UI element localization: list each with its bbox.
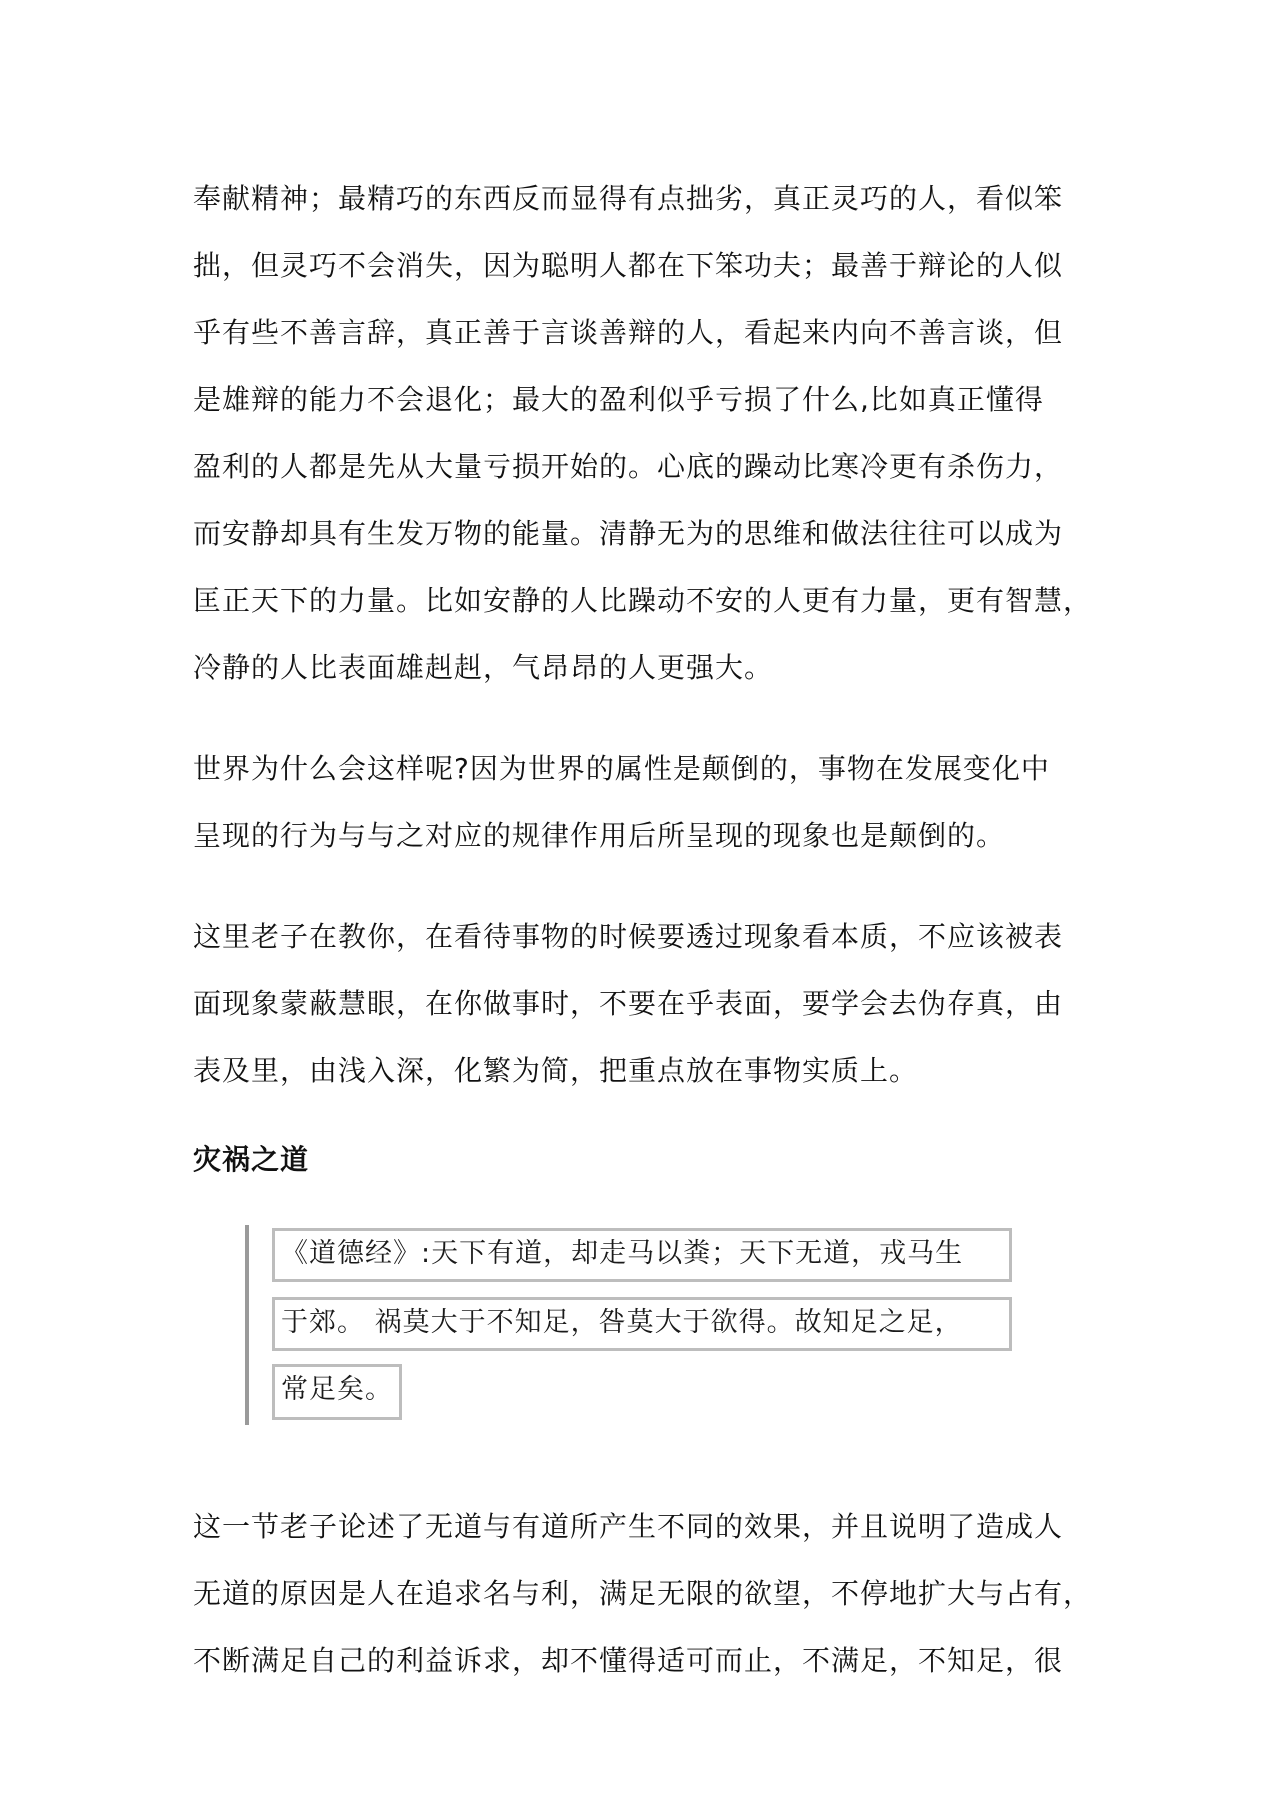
body-paragraph	[193, 165, 1093, 701]
text-line: 世界为什么会这样呢?因为世界的属性是颠倒的，事物在发展变化中	[193, 752, 1050, 785]
quote-line: 《道德经》:天下有道，却走马以粪；天下无道，戎马生	[272, 1228, 1012, 1282]
body-paragraph	[193, 735, 1093, 869]
quote-line: 于郊。 祸莫大于不知足，咎莫大于欲得。故知足之足，	[272, 1297, 1012, 1351]
text-line: 表及里，由浅入深，化繁为简，把重点放在事物实质上。	[193, 1054, 919, 1087]
text-line: 冷静的人比表面雄赳赳，气昂昂的人更强大。	[193, 651, 774, 684]
text-line: 不断满足自己的利益诉求，却不懂得适可而止，不满足，不知足，很	[193, 1644, 1064, 1677]
body-paragraph	[193, 1493, 1093, 1694]
text-line: 匡正天下的力量。比如安静的人比躁动不安的人更有力量，更有智慧，	[193, 584, 1093, 617]
text-line: 乎有些不善言辞，真正善于言谈善辩的人，看起来内向不善言谈，但	[193, 316, 1064, 349]
text-line: 无道的原因是人在追求名与利，满足无限的欲望，不停地扩大与占有，	[193, 1577, 1093, 1610]
text-line: 盈利的人都是先从大量亏损开始的。心底的躁动比寒冷更有杀伤力，	[193, 450, 1064, 483]
text-line: 拙，但灵巧不会消失，因为聪明人都在下笨功夫；最善于辩论的人似	[193, 249, 1064, 282]
quote-border	[245, 1225, 249, 1425]
quote-line: 常足矣。	[272, 1364, 402, 1420]
text-line: 而安静却具有生发万物的能量。清静无为的思维和做法往往可以成为	[193, 517, 1064, 550]
text-line: 奉献精神；最精巧的东西反而显得有点拙劣，真正灵巧的人，看似笨	[193, 182, 1064, 215]
text-line: 是雄辩的能力不会退化；最大的盈利似乎亏损了什么,比如真正懂得	[193, 383, 1044, 416]
body-paragraph	[193, 903, 1093, 1104]
text-line: 这里老子在教你，在看待事物的时候要透过现象看本质，不应该被表	[193, 920, 1064, 953]
text-line: 呈现的行为与与之对应的规律作用后所呈现的现象也是颠倒的。	[193, 819, 1006, 852]
section-heading: 灾祸之道	[193, 1143, 310, 1176]
text-line: 面现象蒙蔽慧眼，在你做事时，不要在乎表面，要学会去伪存真，由	[193, 987, 1064, 1020]
text-line: 这一节老子论述了无道与有道所产生不同的效果，并且说明了造成人	[193, 1510, 1064, 1543]
